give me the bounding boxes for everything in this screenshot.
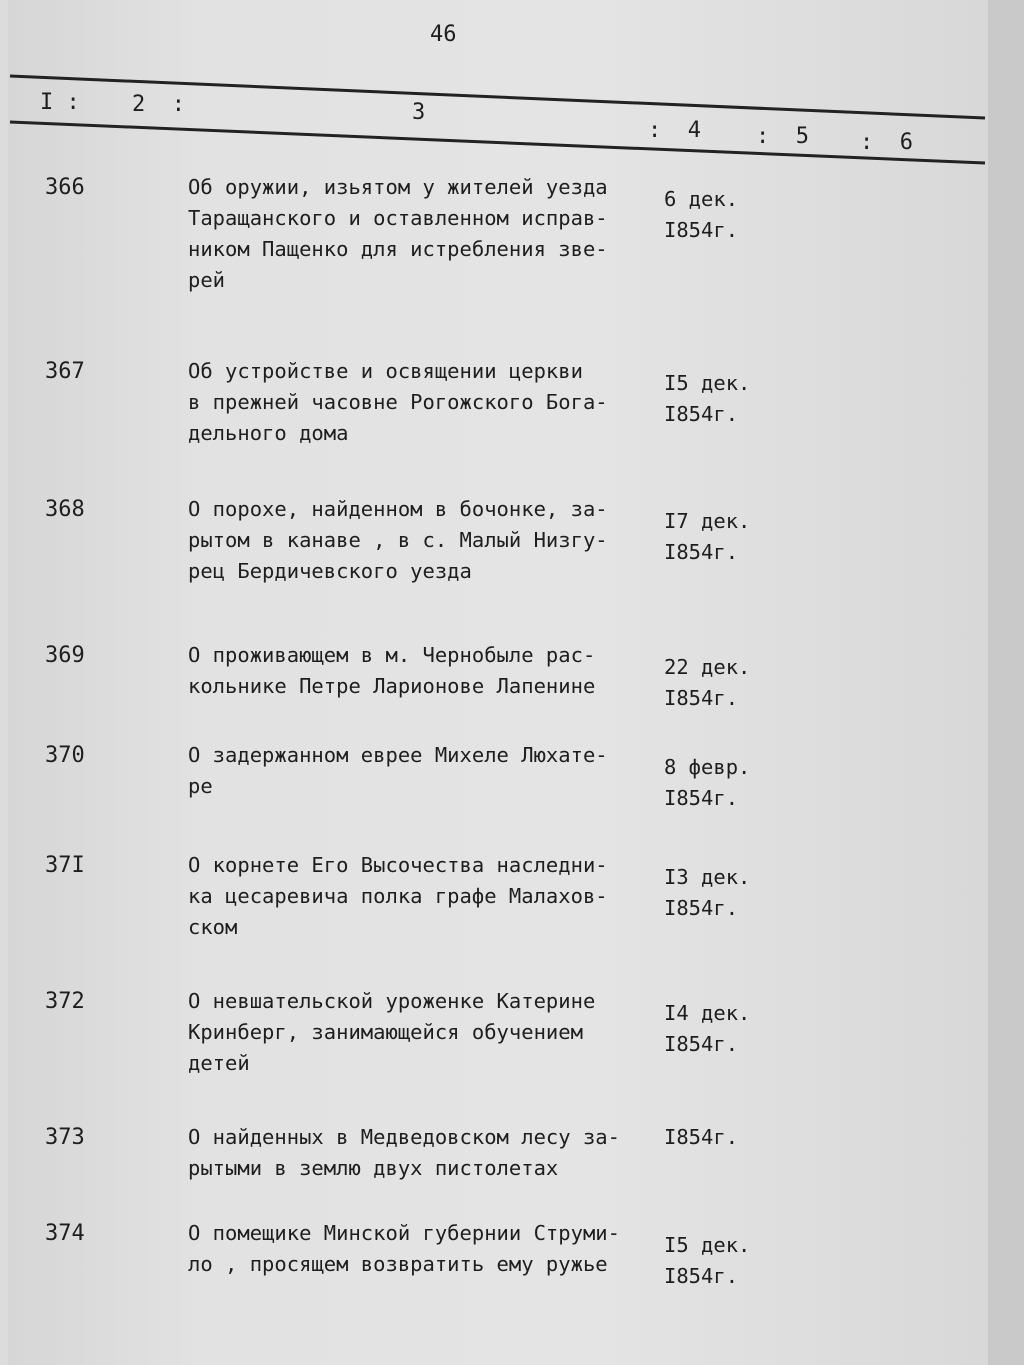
description-line: О задержанном еврее Михеле Люхате- — [188, 743, 608, 767]
description-line: ло , просящем возвратить ему ружье — [188, 1252, 608, 1276]
entry-number: 37I — [45, 853, 85, 878]
date-line: I854г. — [664, 1264, 739, 1288]
description-line: О проживающем в м. Чернобыле рас- — [188, 643, 596, 667]
description-line: детей — [188, 1051, 250, 1075]
entry-date — [664, 506, 750, 568]
date-line: I5 дек. — [664, 1233, 751, 1257]
description-line: О корнете Его Высочества наследни- — [188, 853, 608, 877]
entry-number: 366 — [45, 175, 85, 200]
description-line: рей — [188, 268, 226, 292]
date-line: I854г. — [664, 686, 739, 710]
description-line: О невшательской уроженке Катерине — [188, 989, 596, 1013]
description-line: Таращанского и оставленном исправ- — [188, 206, 608, 230]
date-line: 6 дек. — [664, 187, 739, 211]
description-line: рец Бердичевского уезда — [188, 559, 472, 583]
column-header-2: 2 : — [132, 92, 185, 117]
entry-date — [664, 368, 750, 430]
date-line: I854г. — [664, 786, 739, 810]
date-line: I7 дек. — [664, 509, 751, 533]
entry-number: 372 — [45, 989, 85, 1014]
description-line: ском — [188, 915, 238, 939]
description-line: Кринберг, занимающейся обучением — [188, 1020, 583, 1044]
entry-number: 374 — [45, 1221, 85, 1246]
date-line: I854г. — [664, 540, 739, 564]
description-line: О найденных в Медведовском лесу за- — [188, 1125, 620, 1149]
page-edge — [988, 0, 1024, 1365]
date-line: I854г. — [664, 218, 739, 242]
entry-description — [188, 986, 595, 1079]
description-line: дельного дома — [188, 421, 349, 445]
description-line: Об оружии, изьятом у жителей уезда — [188, 175, 608, 199]
date-line: 8 февр. — [664, 755, 751, 779]
entry-description — [188, 172, 608, 296]
column-header-1: I : — [40, 90, 80, 115]
date-line: I3 дек. — [664, 865, 751, 889]
description-line: кольнике Петре Ларионове Лапенине — [188, 674, 596, 698]
column-header-4: : 4 — [648, 118, 701, 143]
entry-description — [188, 740, 608, 802]
description-line: ре — [188, 774, 213, 798]
entry-date — [664, 1122, 738, 1153]
entry-number: 373 — [45, 1125, 85, 1150]
entry-description — [188, 494, 608, 587]
description-line: в прежней часовне Рогожского Бога- — [188, 390, 608, 414]
description-line: ником Пащенко для истребления зве- — [188, 237, 608, 261]
column-header-5: : 5 — [756, 124, 809, 149]
entry-number: 370 — [45, 743, 85, 768]
entry-description — [188, 850, 608, 943]
entry-description — [188, 1218, 620, 1280]
description-line: рытом в канаве , в с. Малый Низгу- — [188, 528, 608, 552]
entry-number: 369 — [45, 643, 85, 668]
entry-date — [664, 1230, 750, 1292]
entry-number: 367 — [45, 359, 85, 384]
header-bottom-rule — [10, 122, 985, 163]
entry-date — [664, 184, 738, 246]
date-line: I854г. — [664, 402, 739, 426]
date-line: 22 дек. — [664, 655, 751, 679]
description-line: О помещике Минской губернии Струми- — [188, 1221, 620, 1245]
entry-date — [664, 998, 750, 1060]
description-line: рытыми в землю двух пистолетах — [188, 1156, 559, 1180]
date-line: I4 дек. — [664, 1001, 751, 1025]
date-line: I5 дек. — [664, 371, 751, 395]
entry-description — [188, 640, 595, 702]
entry-date — [664, 862, 750, 924]
date-line: I854г. — [664, 896, 739, 920]
column-header-6: : 6 — [860, 130, 913, 155]
description-line: О порохе, найденном в бочонке, за- — [188, 497, 608, 521]
entry-number: 368 — [45, 497, 85, 522]
entry-description — [188, 356, 608, 449]
entry-date — [664, 652, 750, 714]
date-line: I854г. — [664, 1032, 739, 1056]
page-number: 46 — [430, 22, 457, 47]
description-line: Об устройстве и освящении церкви — [188, 359, 583, 383]
entry-description — [188, 1122, 620, 1184]
date-line: I854г. — [664, 1125, 739, 1149]
description-line: ка цесаревича полка графе Малахов- — [188, 884, 608, 908]
entry-date — [664, 752, 750, 814]
column-header-3: 3 — [412, 100, 426, 125]
